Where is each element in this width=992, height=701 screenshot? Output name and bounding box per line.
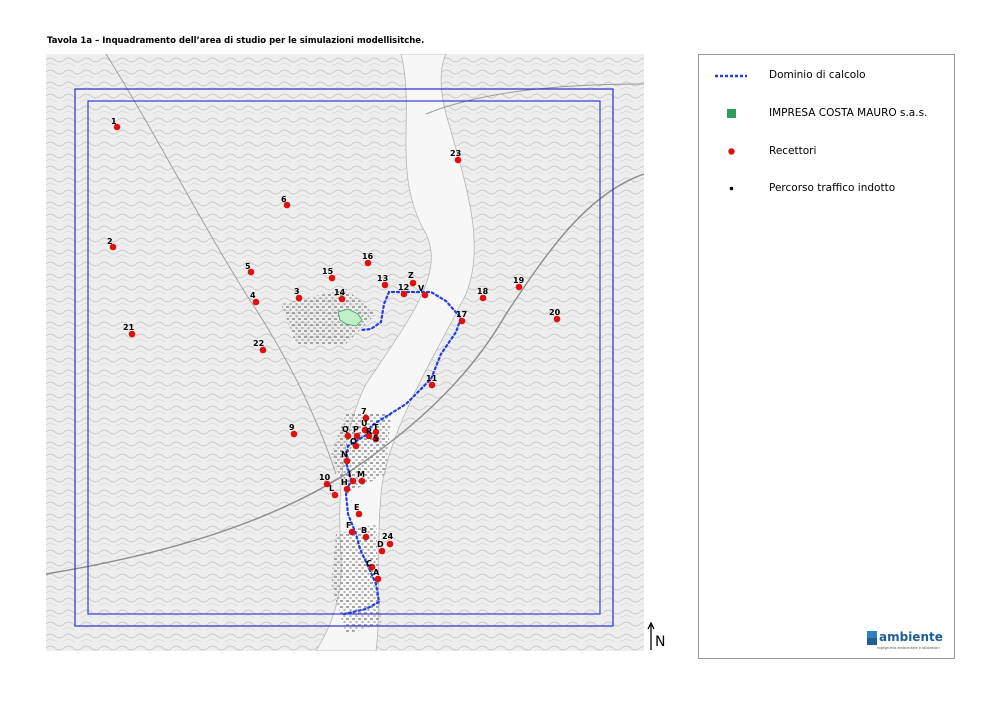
receptor-label: N	[341, 450, 348, 459]
receptor-label: U	[361, 419, 368, 428]
receptor-label: F	[346, 521, 352, 530]
receptor-label: 10	[319, 473, 331, 482]
receptor-label: 21	[123, 323, 135, 332]
small-dot-icon	[713, 181, 749, 197]
legend-item-route	[699, 181, 954, 197]
receptor-label: 17	[456, 310, 468, 319]
dashed-line-icon	[713, 68, 749, 84]
receptor-label: V	[418, 284, 425, 293]
receptor-label: 11	[426, 374, 438, 383]
receptor-label: I	[348, 470, 351, 479]
receptor-label: E	[354, 503, 360, 512]
legend-item-domain	[699, 68, 954, 84]
receptor-label: 7	[361, 407, 367, 416]
receptor-label: S	[373, 434, 379, 443]
receptor-label: 14	[334, 288, 346, 297]
receptor-label: 24	[382, 532, 394, 541]
receptor-label: 19	[513, 276, 525, 285]
receptor-label: M	[357, 470, 365, 479]
receptor-label: B	[361, 526, 368, 535]
receptor-label: R	[366, 427, 373, 436]
receptor-marker[interactable]	[373, 434, 380, 443]
legend-label: Recettori	[769, 145, 817, 157]
legend-label: Percorso traffico indotto	[769, 182, 896, 194]
legend-label: Dominio di calcolo	[769, 69, 866, 81]
receptor-label: 20	[549, 308, 561, 317]
square-icon	[713, 106, 749, 122]
receptor-label: 3	[294, 287, 300, 296]
map-panel[interactable]	[46, 54, 644, 651]
receptor-label: T	[373, 423, 379, 432]
receptor-label: 16	[362, 252, 374, 261]
legend-item-company	[699, 106, 954, 122]
legend-label: IMPRESA COSTA MAURO s.a.s.	[769, 107, 928, 119]
receptor-label: D	[377, 540, 384, 549]
receptor-label: 9	[289, 423, 295, 432]
receptor-label: C	[366, 559, 372, 568]
logo-subtitle: ingegneria ambientale e laboratori	[877, 646, 940, 650]
receptor-label: O	[350, 437, 357, 446]
logo-mark-icon	[867, 631, 877, 645]
receptor-label: 5	[245, 262, 251, 271]
receptor-label: 1	[111, 117, 117, 126]
receptor-label: 2	[107, 237, 113, 246]
receptor-label: P	[353, 425, 359, 434]
ambiente-logo	[867, 631, 953, 655]
receptor-label: Z	[408, 271, 414, 280]
receptor-marker[interactable]	[366, 427, 373, 439]
receptor-label: 6	[281, 195, 287, 204]
map-title: Tavola 1a – Inquadramento dell’area di studio per le simulazioni modellisitche.	[47, 36, 425, 46]
receptor-label: 23	[450, 149, 462, 158]
receptor-label: A	[373, 568, 380, 577]
north-label: N	[655, 634, 666, 650]
receptor-label: 18	[477, 287, 489, 296]
receptor-label: 15	[322, 267, 334, 276]
receptor-dot[interactable]	[410, 280, 417, 287]
receptor-label: H	[341, 478, 348, 487]
receptor-label: L	[329, 484, 335, 493]
topographic-map	[46, 54, 644, 651]
legend-item-receptors	[699, 144, 954, 160]
receptor-label: 12	[398, 283, 410, 292]
receptor-label: 22	[253, 339, 265, 348]
logo-text: ambiente	[879, 630, 943, 644]
receptor-label: 4	[250, 291, 256, 300]
red-dot-icon	[713, 144, 749, 160]
legend-panel	[698, 54, 955, 659]
receptor-label: 13	[377, 274, 389, 283]
receptor-label: Q	[342, 425, 349, 434]
receptor-dot[interactable]	[387, 541, 394, 548]
